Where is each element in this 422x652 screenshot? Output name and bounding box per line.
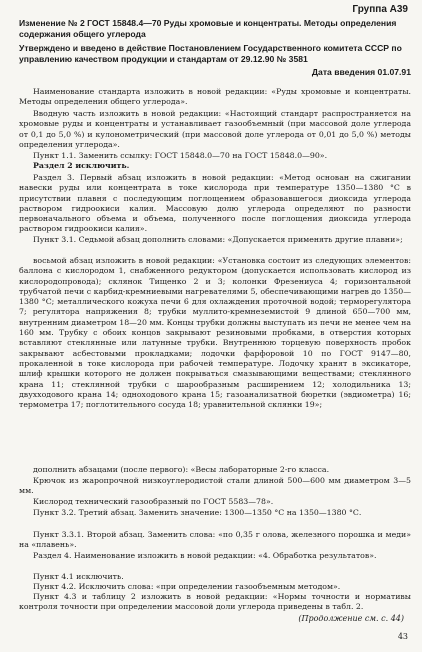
paragraph-section-4: Раздел 4. Наименование изложить в новой редакции: «4. Обработка результатов». (33, 551, 377, 560)
paragraph-section-3: Раздел 3. Первый абзац изложить в новой редакции: «Метод основан на сжигании навески руды или концентрата в токе кислорода при температуре 1350—1380 °С в присутствии плавня с последующим поглощением образовавшегося диоксида углерода раствором гидроокиси калия. Массовую долю углерода определяют по разности первоначального объема и объема, полученного после поглощения диоксида углерода раствором гидроокиси калия». (19, 173, 411, 234)
approval-statement: Утверждено и введено в действие Постановлением Государственного комитета СССР по управлению качеством продукции и стандартам от 29.12.90 № 3581 (19, 43, 402, 64)
paragraph-hook: Крючок из жаропрочной низкоуглеродистой стали длиной 500—600 мм диаметром 3—5 мм. (19, 476, 411, 496)
continuation-note: (Продолжение см. с. 44) (298, 614, 404, 623)
paragraph-oxygen: Кислород технический газообразный по ГОСТ 5583—78». (33, 497, 274, 506)
paragraph-apparatus: восьмой абзац изложить в новой редакции: «Установка состоит из следующих элементов: баллона с кислородом 1, снабженного редуктором (допускается использовать кислород из кислородопровода); склянок Тищенко 2 и 3; колонки Фрезениуса 4; горизонтальной трубчатой печи с карбид-кремниевыми нагревателями 5, обеспечивающими нагрев до 1350—1380 °С; металлического кожуха печи 6 для охлаждения проточной водой; терморегулятора 7; регулятора напряжения 8; трубки муллито-кремнеземистой 9 длиной 650—700 мм, внутренним диаметром 18—20 мм. Концы трубки должны выступать из печи не менее чем на 160 мм. Трубку с обоих концов закрывают резиновыми пробками, в отверстия которых вставляют стеклянные или латунные трубки. Внутреннюю торцевую поверхность пробок закрывают асбестовыми прокладками; лодочки фарфоровой 10 по ГОСТ 9147—80, прокаленной в токе кислорода при рабочей температуре. Лодочку хранят в эксикаторе, шлиф крышки которого не должен покрываться смазывающими веществами; стеклянного крана 11; стеклянной трубки с шарообразным расширением 12; холодильника 13; двухходового крана 14; одноходового крана 15; газоанализатной бюретки (эвдиометра) 16; термометра 17; поглотительного сосуда 18; уравнительной склянки 19»; (19, 256, 411, 410)
paragraph-3-2: Пункт 3.2. Третий абзац. Заменить значение: 1300—1350 °С на 1350—1380 °С. (33, 508, 362, 517)
paragraph-section-2: Раздел 2 исключить. (33, 161, 130, 170)
paragraph-3-3-1: Пункт 3.3.1. Второй абзац. Заменить слова: «по 0,35 г олова, железного порошка и меди» на «плавень». (19, 530, 411, 550)
paragraph-title-change: Наименование стандарта изложить в новой редакции: «Руды хромовые и концентраты. Методы определения общего углерода». (19, 87, 411, 107)
effective-date: Дата введения 01.07.91 (311, 67, 411, 77)
paragraph-4-1: Пункт 4.1 исключить. (33, 572, 124, 581)
group-label: Группа А39 (352, 4, 408, 15)
paragraph-intro: Вводную часть изложить в новой редакции: «Настоящий стандарт распространяется на хромовые руды и концентраты и устанавливает газообъемный (при массовой доле углерода от 0,1 до 5,0 %) и кулонометрический (при массовой доле углерода от 0,01 до 5,0 %) методы определения углерода». (19, 109, 411, 149)
paragraph-4-3: Пункт 4.3 и таблицу 2 изложить в новой редакции: «Нормы точности и нормативы контроля точности при определении массовой доли углерода приведены в табл. 2. (19, 592, 411, 612)
paragraph-1-1: Пункт 1.1. Заменить ссылку: ГОСТ 15848.0—70 на ГОСТ 15848.0—90». (33, 151, 328, 160)
page-number: 43 (397, 632, 408, 641)
amendment-title: Изменение № 2 ГОСТ 15848.4—70 Руды хромовые и концентраты. Методы определения содержания общего углерода (19, 18, 397, 39)
paragraph-3-1: Пункт 3.1. Седьмой абзац дополнить словами: «Допускается применять другие плавни»; (33, 235, 403, 244)
paragraph-supplement: дополнить абзацами (после первого): «Весы лабораторные 2-го класса. (33, 465, 330, 474)
paragraph-4-2: Пункт 4.2. Исключить слова: «при определении газообъемным методом». (33, 582, 341, 591)
